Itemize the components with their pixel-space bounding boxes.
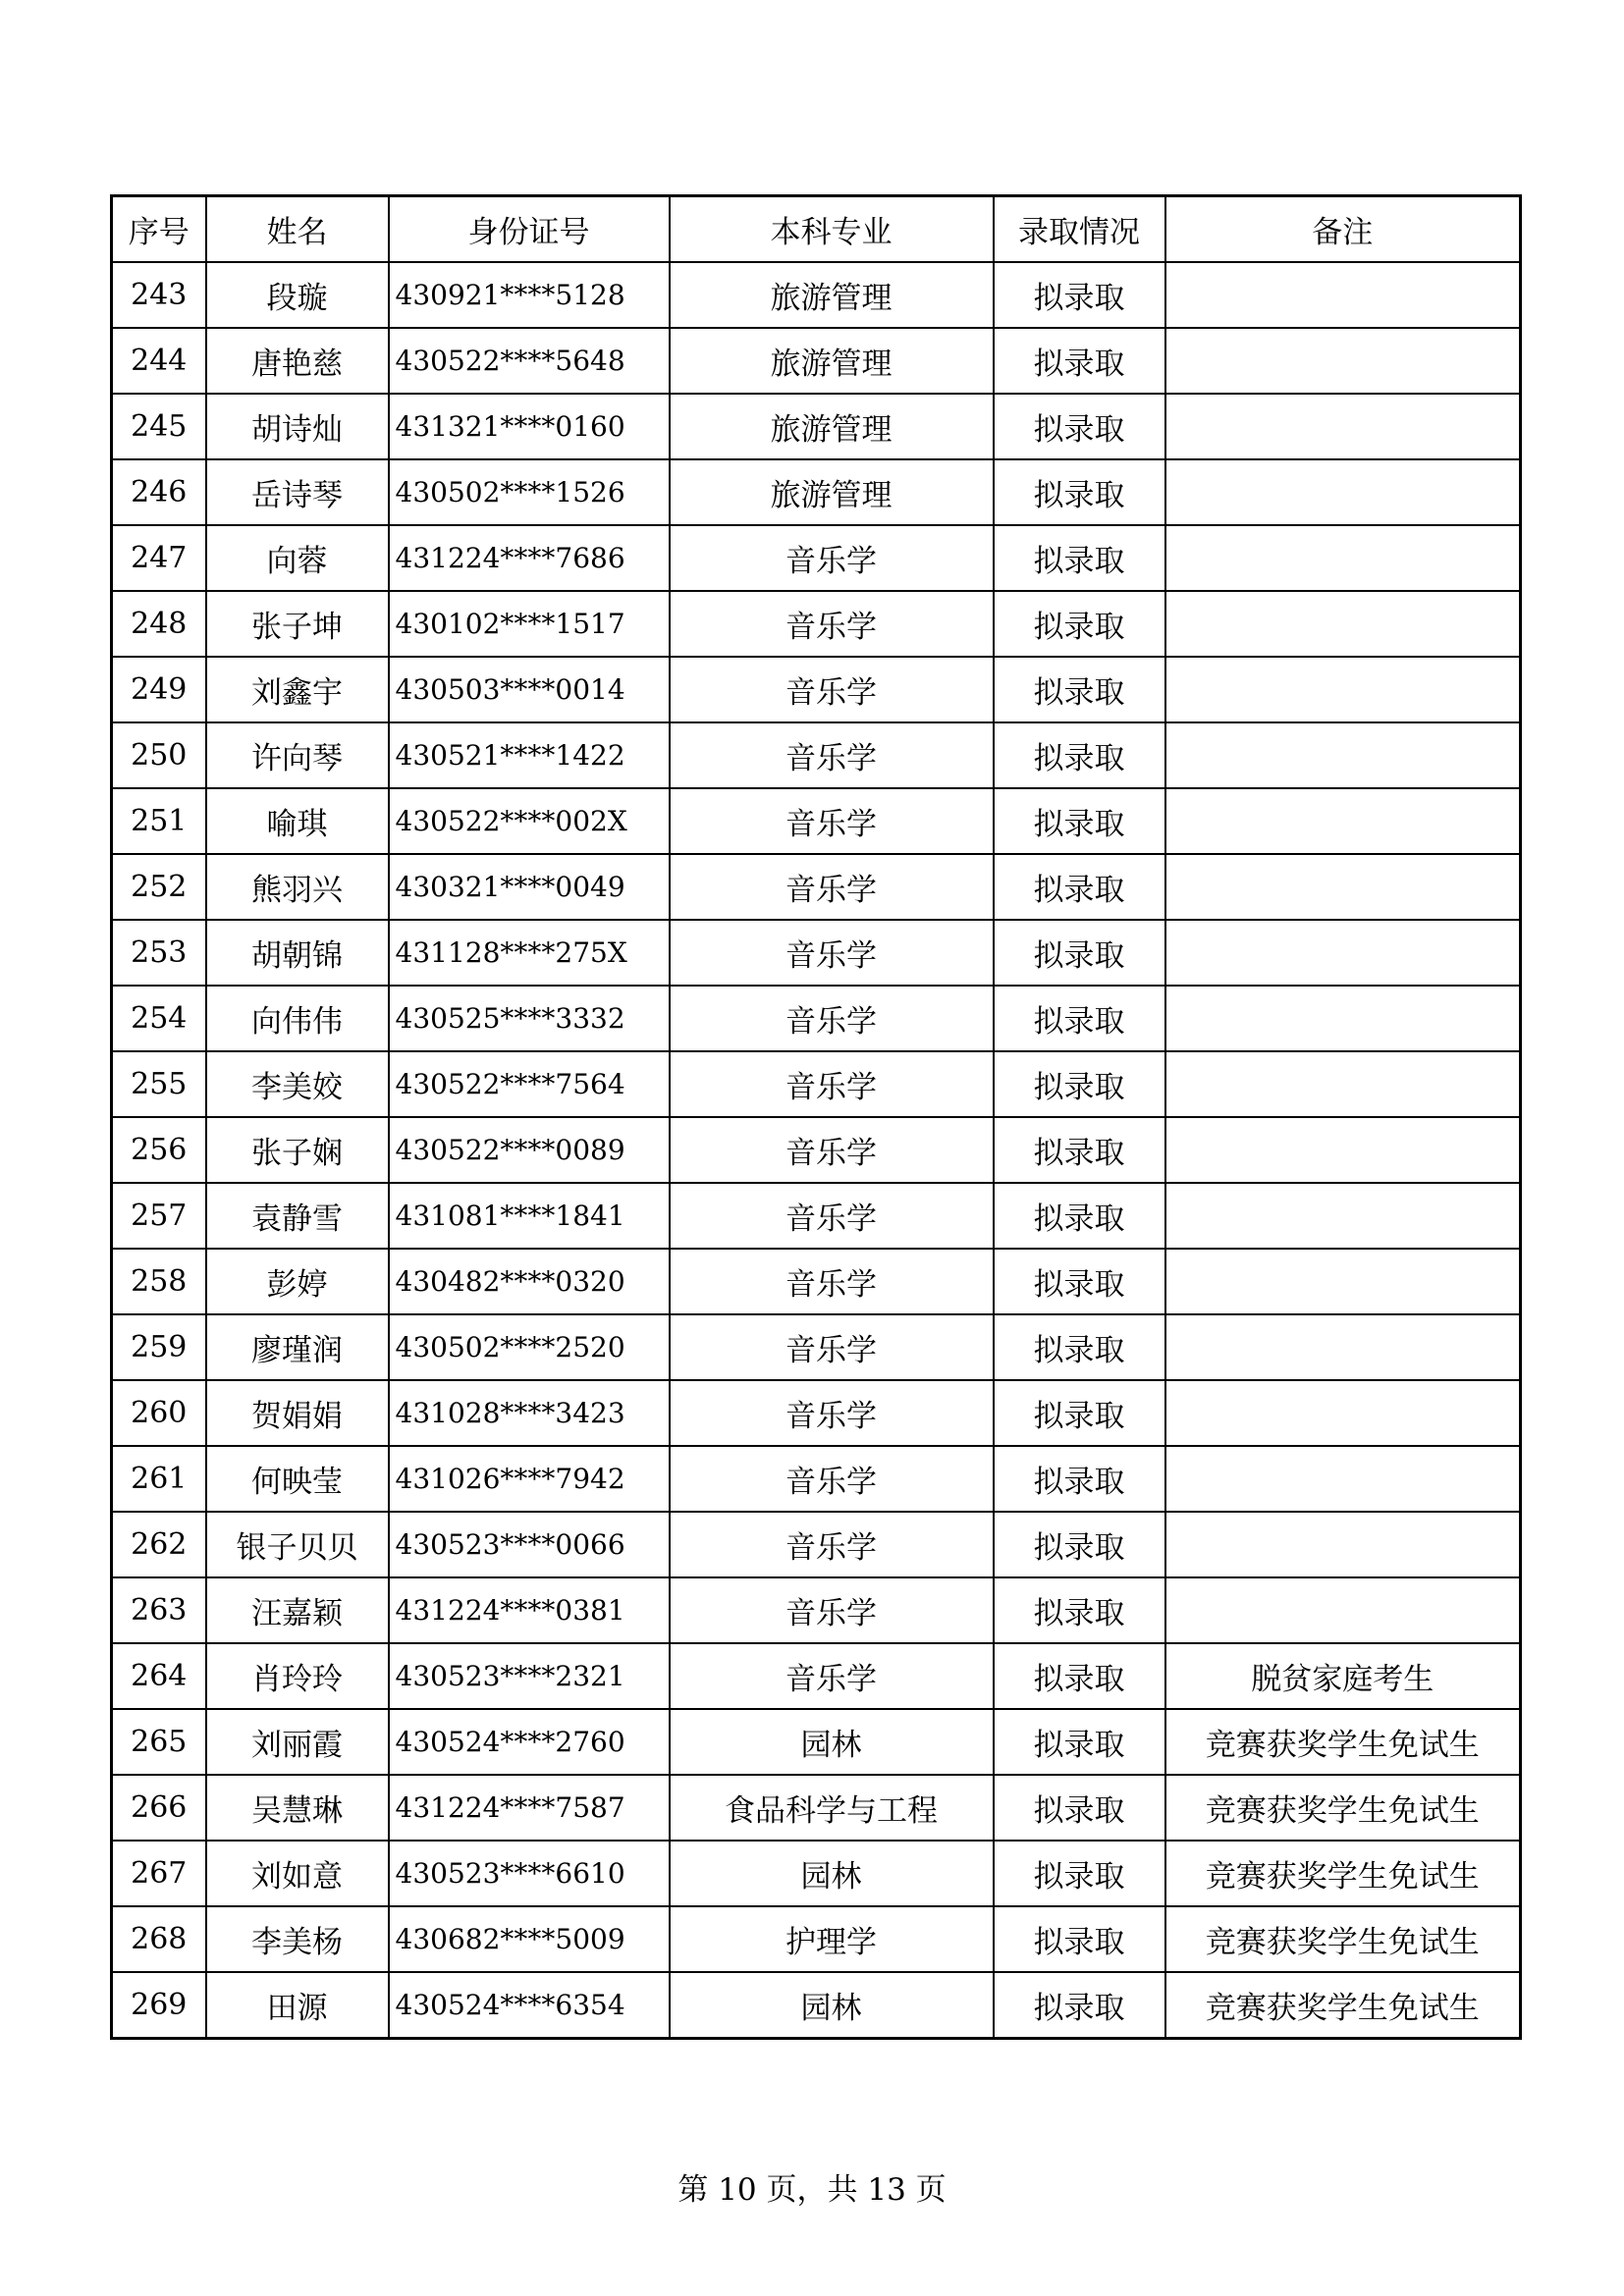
cell-remark: 竞赛获奖学生免试生 <box>1165 1709 1521 1775</box>
cell-remark: 竞赛获奖学生免试生 <box>1165 1906 1521 1972</box>
cell-name: 袁静雪 <box>206 1183 389 1249</box>
cell-admission: 拟录取 <box>994 854 1165 920</box>
cell-major: 音乐学 <box>670 1117 994 1183</box>
cell-name: 胡诗灿 <box>206 394 389 459</box>
cell-admission: 拟录取 <box>994 722 1165 788</box>
table-row <box>112 262 1521 328</box>
cell-id-number: 431224****7587 <box>389 1775 670 1841</box>
cell-name: 何映莹 <box>206 1446 389 1512</box>
cell-major: 音乐学 <box>670 1512 994 1577</box>
cell-major: 旅游管理 <box>670 459 994 525</box>
cell-seq: 260 <box>112 1380 206 1446</box>
table-row <box>112 1314 1521 1380</box>
cell-name: 廖瑾润 <box>206 1314 389 1380</box>
header-seq: 序号 <box>112 196 206 263</box>
cell-name: 向伟伟 <box>206 986 389 1051</box>
cell-seq: 248 <box>112 591 206 657</box>
cell-name: 肖玲玲 <box>206 1643 389 1709</box>
cell-admission: 拟录取 <box>994 1643 1165 1709</box>
cell-remark <box>1165 394 1521 459</box>
cell-name: 喻琪 <box>206 788 389 854</box>
cell-admission: 拟录取 <box>994 1117 1165 1183</box>
cell-name: 段璇 <box>206 262 389 328</box>
table-row <box>112 1841 1521 1906</box>
cell-seq: 243 <box>112 262 206 328</box>
admission-table <box>110 194 1522 2040</box>
cell-major: 音乐学 <box>670 1249 994 1314</box>
cell-name: 李美杨 <box>206 1906 389 1972</box>
cell-major: 音乐学 <box>670 1183 994 1249</box>
cell-admission: 拟录取 <box>994 1775 1165 1841</box>
cell-seq: 244 <box>112 328 206 394</box>
table-row <box>112 657 1521 722</box>
table-row <box>112 1906 1521 1972</box>
cell-admission: 拟录取 <box>994 1841 1165 1906</box>
cell-admission: 拟录取 <box>994 788 1165 854</box>
table-row <box>112 1643 1521 1709</box>
cell-name: 向蓉 <box>206 525 389 591</box>
cell-major: 音乐学 <box>670 1643 994 1709</box>
cell-remark <box>1165 1051 1521 1117</box>
cell-admission: 拟录取 <box>994 1249 1165 1314</box>
cell-name: 张子坤 <box>206 591 389 657</box>
cell-seq: 255 <box>112 1051 206 1117</box>
cell-id-number: 430525****3332 <box>389 986 670 1051</box>
cell-id-number: 430522****7564 <box>389 1051 670 1117</box>
cell-remark <box>1165 1577 1521 1643</box>
cell-seq: 254 <box>112 986 206 1051</box>
cell-id-number: 430524****2760 <box>389 1709 670 1775</box>
cell-seq: 265 <box>112 1709 206 1775</box>
cell-id-number: 430521****1422 <box>389 722 670 788</box>
cell-name: 岳诗琴 <box>206 459 389 525</box>
cell-admission: 拟录取 <box>994 1314 1165 1380</box>
table-row <box>112 525 1521 591</box>
cell-admission: 拟录取 <box>994 1446 1165 1512</box>
cell-id-number: 431224****7686 <box>389 525 670 591</box>
cell-admission: 拟录取 <box>994 657 1165 722</box>
cell-admission: 拟录取 <box>994 1183 1165 1249</box>
cell-admission: 拟录取 <box>994 1906 1165 1972</box>
cell-seq: 256 <box>112 1117 206 1183</box>
cell-name: 熊羽兴 <box>206 854 389 920</box>
cell-admission: 拟录取 <box>994 394 1165 459</box>
cell-name: 刘鑫宇 <box>206 657 389 722</box>
cell-id-number: 430502****1526 <box>389 459 670 525</box>
cell-remark <box>1165 1446 1521 1512</box>
cell-major: 音乐学 <box>670 1051 994 1117</box>
cell-remark <box>1165 1117 1521 1183</box>
cell-remark <box>1165 328 1521 394</box>
header-admission: 录取情况 <box>994 196 1165 263</box>
cell-id-number: 431128****275X <box>389 920 670 986</box>
cell-name: 田源 <box>206 1972 389 2039</box>
cell-seq: 249 <box>112 657 206 722</box>
table-row <box>112 788 1521 854</box>
cell-major: 音乐学 <box>670 986 994 1051</box>
cell-admission: 拟录取 <box>994 920 1165 986</box>
cell-id-number: 431321****0160 <box>389 394 670 459</box>
cell-remark <box>1165 525 1521 591</box>
cell-major: 音乐学 <box>670 788 994 854</box>
cell-seq: 266 <box>112 1775 206 1841</box>
cell-major: 园林 <box>670 1972 994 2039</box>
cell-name: 许向琴 <box>206 722 389 788</box>
cell-seq: 264 <box>112 1643 206 1709</box>
header-name: 姓名 <box>206 196 389 263</box>
cell-remark <box>1165 262 1521 328</box>
cell-seq: 268 <box>112 1906 206 1972</box>
cell-id-number: 430503****0014 <box>389 657 670 722</box>
cell-name: 李美姣 <box>206 1051 389 1117</box>
cell-remark <box>1165 1183 1521 1249</box>
cell-remark: 竞赛获奖学生免试生 <box>1165 1841 1521 1906</box>
cell-remark <box>1165 1249 1521 1314</box>
cell-id-number: 430522****0089 <box>389 1117 670 1183</box>
cell-id-number: 430482****0320 <box>389 1249 670 1314</box>
cell-seq: 263 <box>112 1577 206 1643</box>
cell-major: 旅游管理 <box>670 394 994 459</box>
cell-name: 贺娟娟 <box>206 1380 389 1446</box>
cell-id-number: 430522****5648 <box>389 328 670 394</box>
cell-seq: 262 <box>112 1512 206 1577</box>
cell-name: 吴慧琳 <box>206 1775 389 1841</box>
table-row <box>112 1577 1521 1643</box>
cell-seq: 261 <box>112 1446 206 1512</box>
cell-id-number: 430102****1517 <box>389 591 670 657</box>
cell-admission: 拟录取 <box>994 986 1165 1051</box>
cell-remark: 脱贫家庭考生 <box>1165 1643 1521 1709</box>
cell-admission: 拟录取 <box>994 1380 1165 1446</box>
cell-id-number: 431026****7942 <box>389 1446 670 1512</box>
cell-name: 银子贝贝 <box>206 1512 389 1577</box>
table-row <box>112 1972 1521 2039</box>
cell-seq: 259 <box>112 1314 206 1380</box>
table-header-row <box>112 196 1521 263</box>
cell-major: 音乐学 <box>670 591 994 657</box>
cell-major: 音乐学 <box>670 854 994 920</box>
cell-major: 旅游管理 <box>670 262 994 328</box>
table-row <box>112 1380 1521 1446</box>
table-row <box>112 722 1521 788</box>
cell-name: 刘丽霞 <box>206 1709 389 1775</box>
cell-major: 食品科学与工程 <box>670 1775 994 1841</box>
cell-id-number: 430682****5009 <box>389 1906 670 1972</box>
cell-id-number: 430523****6610 <box>389 1841 670 1906</box>
table-row <box>112 591 1521 657</box>
cell-seq: 245 <box>112 394 206 459</box>
cell-major: 园林 <box>670 1841 994 1906</box>
page-number: 第 10 页，共 13 页 <box>677 2172 947 2208</box>
table-row <box>112 1051 1521 1117</box>
cell-major: 园林 <box>670 1709 994 1775</box>
cell-remark <box>1165 1380 1521 1446</box>
cell-remark <box>1165 722 1521 788</box>
table-row <box>112 986 1521 1051</box>
cell-remark <box>1165 1314 1521 1380</box>
cell-seq: 247 <box>112 525 206 591</box>
cell-name: 张子娴 <box>206 1117 389 1183</box>
table-row <box>112 1512 1521 1577</box>
cell-major: 音乐学 <box>670 1446 994 1512</box>
cell-id-number: 431224****0381 <box>389 1577 670 1643</box>
cell-remark <box>1165 459 1521 525</box>
table-row <box>112 394 1521 459</box>
cell-remark <box>1165 920 1521 986</box>
cell-seq: 267 <box>112 1841 206 1906</box>
cell-seq: 257 <box>112 1183 206 1249</box>
cell-remark <box>1165 788 1521 854</box>
cell-major: 音乐学 <box>670 657 994 722</box>
table-row <box>112 920 1521 986</box>
cell-admission: 拟录取 <box>994 591 1165 657</box>
table-row <box>112 854 1521 920</box>
cell-remark <box>1165 657 1521 722</box>
cell-admission: 拟录取 <box>994 1972 1165 2039</box>
cell-id-number: 430321****0049 <box>389 854 670 920</box>
cell-id-number: 430523****2321 <box>389 1643 670 1709</box>
table-row <box>112 1117 1521 1183</box>
cell-seq: 251 <box>112 788 206 854</box>
cell-admission: 拟录取 <box>994 328 1165 394</box>
cell-id-number: 430523****0066 <box>389 1512 670 1577</box>
table-row <box>112 459 1521 525</box>
table-row <box>112 1446 1521 1512</box>
cell-major: 音乐学 <box>670 1314 994 1380</box>
header-remark: 备注 <box>1165 196 1521 263</box>
table-row <box>112 328 1521 394</box>
cell-remark <box>1165 986 1521 1051</box>
table-row <box>112 1183 1521 1249</box>
table-row <box>112 1249 1521 1314</box>
cell-name: 唐艳慈 <box>206 328 389 394</box>
cell-major: 音乐学 <box>670 1577 994 1643</box>
cell-name: 彭婷 <box>206 1249 389 1314</box>
cell-admission: 拟录取 <box>994 1709 1165 1775</box>
cell-remark <box>1165 591 1521 657</box>
table-row <box>112 1775 1521 1841</box>
cell-id-number: 430522****002X <box>389 788 670 854</box>
header-id-number: 身份证号 <box>389 196 670 263</box>
cell-seq: 253 <box>112 920 206 986</box>
table-row <box>112 1709 1521 1775</box>
cell-major: 音乐学 <box>670 1380 994 1446</box>
cell-admission: 拟录取 <box>994 459 1165 525</box>
cell-id-number: 431081****1841 <box>389 1183 670 1249</box>
cell-seq: 258 <box>112 1249 206 1314</box>
cell-seq: 269 <box>112 1972 206 2039</box>
cell-major: 音乐学 <box>670 920 994 986</box>
cell-admission: 拟录取 <box>994 525 1165 591</box>
cell-id-number: 430502****2520 <box>389 1314 670 1380</box>
cell-id-number: 430524****6354 <box>389 1972 670 2039</box>
cell-remark: 竞赛获奖学生免试生 <box>1165 1972 1521 2039</box>
cell-remark <box>1165 854 1521 920</box>
cell-remark: 竞赛获奖学生免试生 <box>1165 1775 1521 1841</box>
cell-admission: 拟录取 <box>994 1512 1165 1577</box>
cell-name: 汪嘉颖 <box>206 1577 389 1643</box>
cell-seq: 250 <box>112 722 206 788</box>
cell-seq: 246 <box>112 459 206 525</box>
cell-remark <box>1165 1512 1521 1577</box>
cell-name: 刘如意 <box>206 1841 389 1906</box>
cell-major: 护理学 <box>670 1906 994 1972</box>
cell-id-number: 431028****3423 <box>389 1380 670 1446</box>
cell-admission: 拟录取 <box>994 1577 1165 1643</box>
cell-admission: 拟录取 <box>994 262 1165 328</box>
cell-seq: 252 <box>112 854 206 920</box>
cell-major: 音乐学 <box>670 525 994 591</box>
cell-admission: 拟录取 <box>994 1051 1165 1117</box>
cell-id-number: 430921****5128 <box>389 262 670 328</box>
cell-name: 胡朝锦 <box>206 920 389 986</box>
cell-major: 旅游管理 <box>670 328 994 394</box>
cell-major: 音乐学 <box>670 722 994 788</box>
header-major: 本科专业 <box>670 196 994 263</box>
